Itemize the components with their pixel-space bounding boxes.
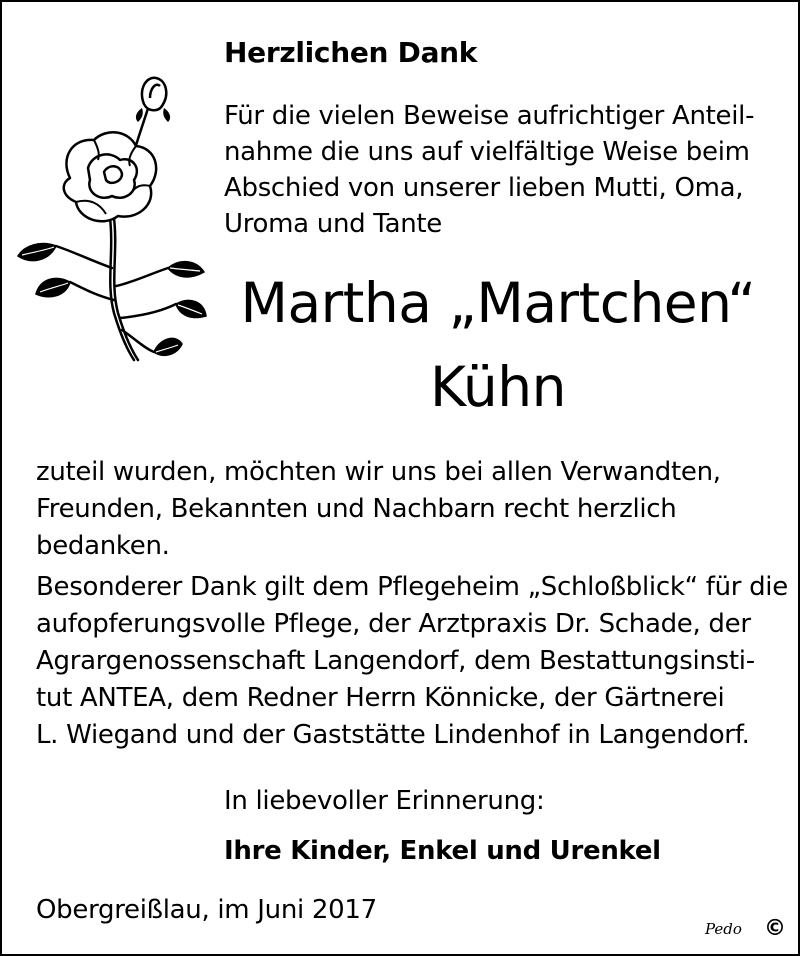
deceased-surname: Kühn — [430, 355, 566, 419]
thanks-paragraph — [36, 454, 786, 565]
paragraph-line: Besonderer Dank gilt dem Pflegeheim „Schloßblick“ für die — [36, 572, 788, 602]
intro-line: Abschied von unserer lieben Mutti, Oma, — [224, 173, 744, 203]
copyright-icon: © — [764, 916, 786, 941]
paragraph-line: aufopferungsvolle Pflege, der Arztpraxis Dr. Schade, der — [36, 609, 751, 639]
rose-icon — [10, 68, 210, 368]
paragraph-line: Freunden, Bekannten und Nachbarn recht herzlich — [36, 494, 677, 524]
paragraph-line: zuteil wurden, möchten wir uns bei allen Verwandten, — [36, 457, 721, 487]
family-signature: Ihre Kinder, Enkel und Urenkel — [224, 836, 661, 866]
thanks-heading: Herzlichen Dank — [224, 36, 478, 69]
intro-line: nahme die uns auf vielfältige Weise beim — [224, 137, 750, 167]
paragraph-line: Agrargenossenschaft Langendorf, dem Bestattungsinsti- — [36, 646, 755, 676]
deceased-name: Martha „Martchen“ — [240, 271, 756, 335]
paragraph-line: tut ANTEA, dem Redner Herrn Könnicke, der Gärtnerei — [36, 683, 725, 713]
intro-line: Für die vielen Beweise aufrichtiger Anteil- — [224, 101, 755, 131]
paragraph-line: L. Wiegand und der Gaststätte Lindenhof in Langendorf. — [36, 720, 750, 750]
remembrance-line: In liebevoller Erinnerung: — [224, 786, 545, 816]
agency-mark: Pedo — [705, 920, 742, 938]
intro-text — [224, 98, 794, 242]
intro-line: Uroma und Tante — [224, 209, 442, 239]
special-thanks-paragraph — [36, 569, 786, 754]
paragraph-line: bedanken. — [36, 531, 170, 561]
place-date: Obergreißlau, im Juni 2017 — [36, 895, 377, 925]
